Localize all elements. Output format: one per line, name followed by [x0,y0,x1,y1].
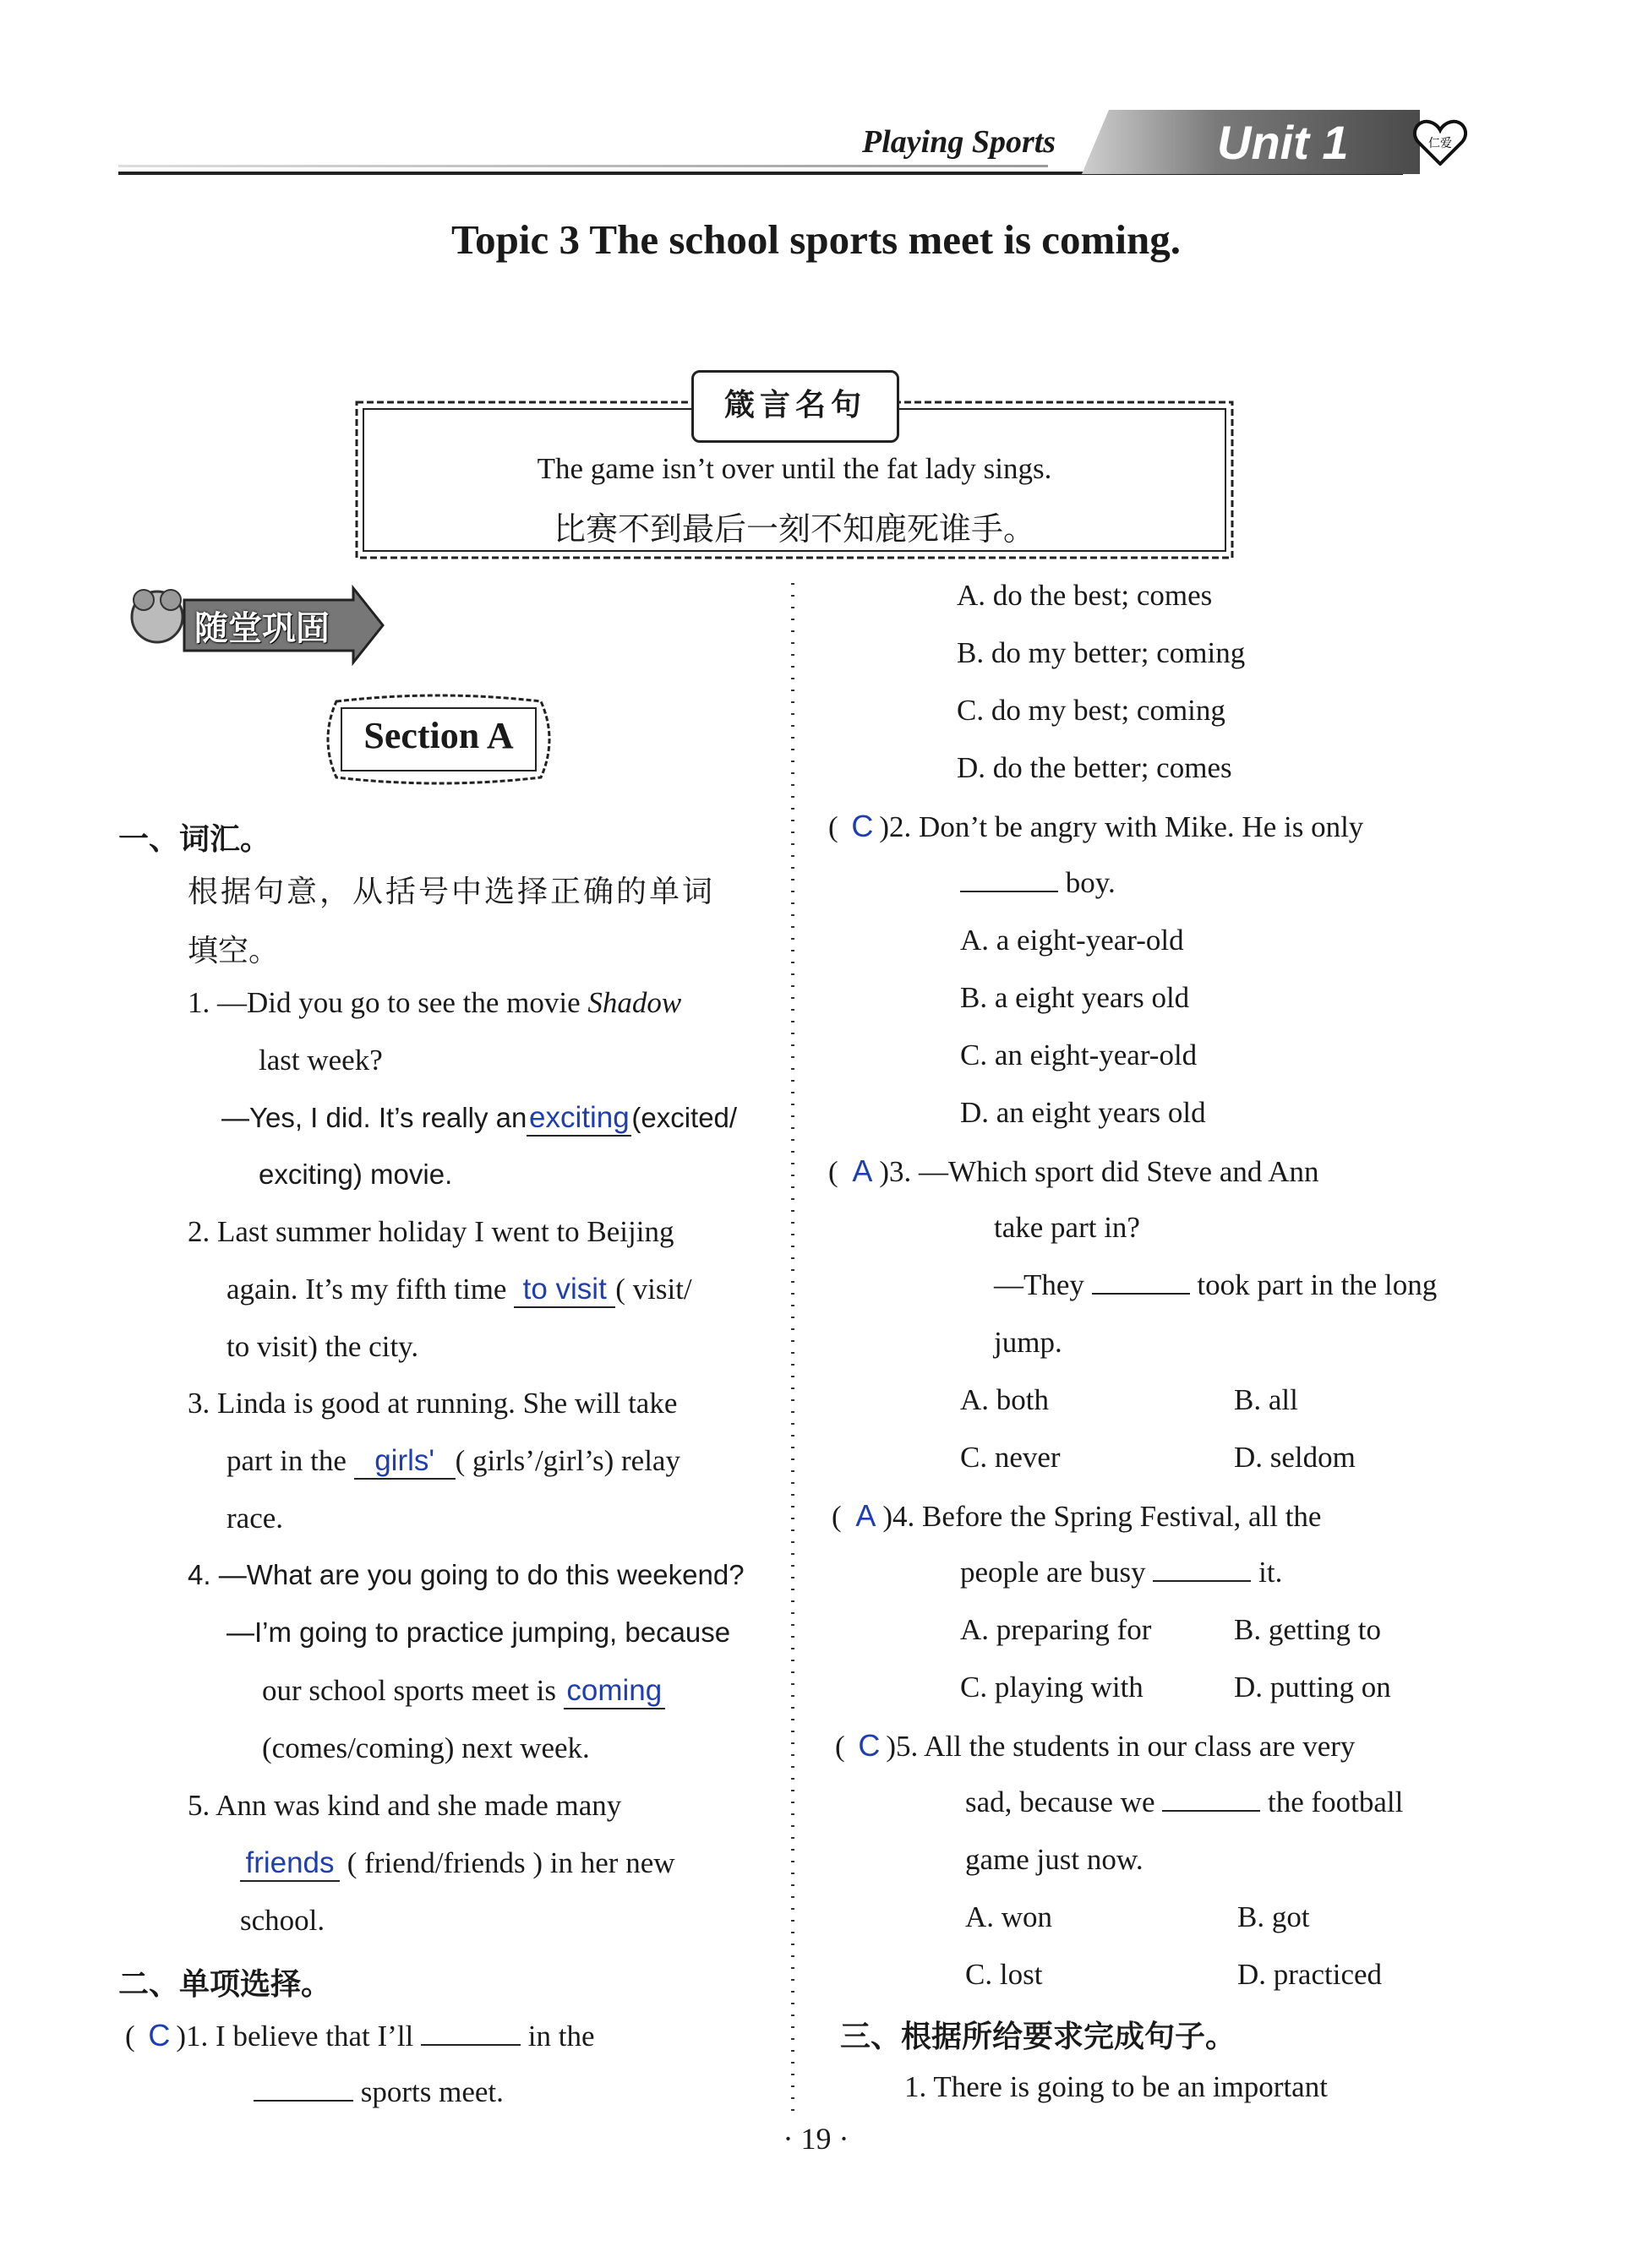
mc2-answer: C [851,809,874,843]
badge-label: 随堂巩固 [194,609,330,648]
motto-english: The game isn’t over until the fat lady sings. [537,452,1052,485]
mc2-option-a: A. a eight-year-old [960,924,1184,957]
motto-title: 箴言名句 [691,370,899,443]
mc5-option-b: B. got [1237,1900,1310,1933]
q1-line4: exciting) movie. [259,1159,453,1190]
mc4-option-c: C. playing with [960,1671,1143,1704]
q4-line1: 4. —What are you going to do this weekend? [188,1559,745,1590]
q1-line1: 1. —Did you go to see the movie Shadow [188,986,682,1019]
q3-line2: part in the girls' ( girls’/girl’s) relay [227,1444,680,1480]
mc2-option-b: B. a eight years old [960,981,1190,1014]
section-heading: Section A [363,715,514,756]
answer-q3: girls' [374,1444,435,1477]
mc3-line2: take part in? [994,1211,1140,1244]
mc5-line1: ( C )5. All the students in our class are very [835,1728,1356,1763]
mc2-option-c: C. an eight-year-old [960,1039,1198,1071]
page-number: · 19 · [783,2122,849,2156]
mc3-option-a: A. both [960,1383,1049,1416]
mc2-line2: boy. [960,866,1116,900]
mc3-answer: A [852,1153,873,1188]
q2-line3: to visit) the city. [227,1330,419,1363]
part1-heading: 一、词汇。 [118,822,271,857]
mc4-answer: A [855,1498,876,1533]
mc1-line2: sports meet. [254,2075,504,2109]
q4-line4: (comes/coming) next week. [262,1731,590,1764]
mc1-option-a: A. do the best; comes [957,579,1213,612]
mc4-line1: ( A )4. Before the Spring Festival, all the [832,1498,1322,1533]
mc3-option-c: C. never [960,1441,1061,1474]
mc5-line2: sad, because we the football [965,1786,1404,1818]
q5-line2: friends ( friend/friends ) in her new [240,1846,675,1882]
answer-q5: friends [245,1846,335,1879]
page-title: Topic 3 The school sports meet is coming. [451,216,1181,263]
mc3-line3: —They took part in the long [994,1268,1438,1301]
mc1-answer: C [148,2018,171,2053]
mc4-line2: people are busy it. [960,1556,1283,1589]
mc3-line1: ( A )3. —Which sport did Steve and Ann [828,1153,1319,1188]
answer-q4: coming [566,1674,663,1707]
mc5-answer: C [858,1728,881,1763]
q3-line1: 3. Linda is good at running. She will take [188,1387,678,1420]
q5-line1: 5. Ann was kind and she made many [188,1789,622,1822]
mc3-option-d: D. seldom [1234,1441,1356,1474]
q1-line2: last week? [259,1044,383,1077]
part3-q1-line1: 1. There is going to be an important [904,2070,1328,2103]
unit-label: Unit 1 [1217,116,1349,169]
q3-line3: race. [227,1502,284,1535]
q4-line2: —I’m going to practice jumping, because [227,1616,731,1648]
mc3-option-b: B. all [1234,1383,1298,1416]
mc1-line1: ( C )1. I believe that I’ll in the [125,2018,595,2053]
mc2-line1: ( C )2. Don’t be angry with Mike. He is only [828,809,1364,843]
mc5-line3: game just now. [965,1843,1143,1876]
header-subtitle: Playing Sports [862,124,1056,160]
mc1-option-c: C. do my best; coming [957,694,1225,727]
part3-heading: 三、根据所给要求完成句子。 [840,2020,1236,2054]
answer-q1: exciting [529,1101,630,1134]
mc1-option-d: D. do the better; comes [957,751,1232,784]
mc4-option-a: A. preparing for [960,1613,1152,1646]
mc2-option-d: D. an eight years old [960,1096,1206,1129]
heart-logo-icon [1413,118,1467,166]
part1-instruction: 根据句意，从括号中选择正确的单词 [188,875,716,909]
q1-line3: —Yes, I did. It’s really anexciting(excited/ [221,1101,737,1137]
mc4-option-b: B. getting to [1234,1613,1382,1646]
mc3-line4: jump. [994,1326,1062,1359]
mc5-option-d: D. practiced [1237,1958,1383,1991]
header-rule-fade [118,165,1048,167]
mc5-option-c: C. lost [965,1958,1043,1991]
mc4-option-d: D. putting on [1234,1671,1391,1704]
part2-heading: 二、单项选择。 [118,1967,332,2002]
mc5-option-a: A. won [965,1900,1053,1933]
logo-text: 仁爱 [1428,137,1452,150]
motto-chinese: 比赛不到最后一刻不知鹿死谁手。 [553,510,1035,548]
part1-instruction-cont: 填空。 [188,934,280,968]
column-divider [791,583,794,2113]
q4-line3: our school sports meet is coming [262,1674,665,1709]
answer-q2: to visit [522,1273,607,1306]
q5-line3: school. [240,1904,325,1937]
q2-line1: 2. Last summer holiday I went to Beijing [188,1215,674,1248]
q2-line2: again. It’s my fifth time to visit ( visit/ [227,1273,692,1308]
mc1-option-b: B. do my better; coming [957,636,1246,669]
